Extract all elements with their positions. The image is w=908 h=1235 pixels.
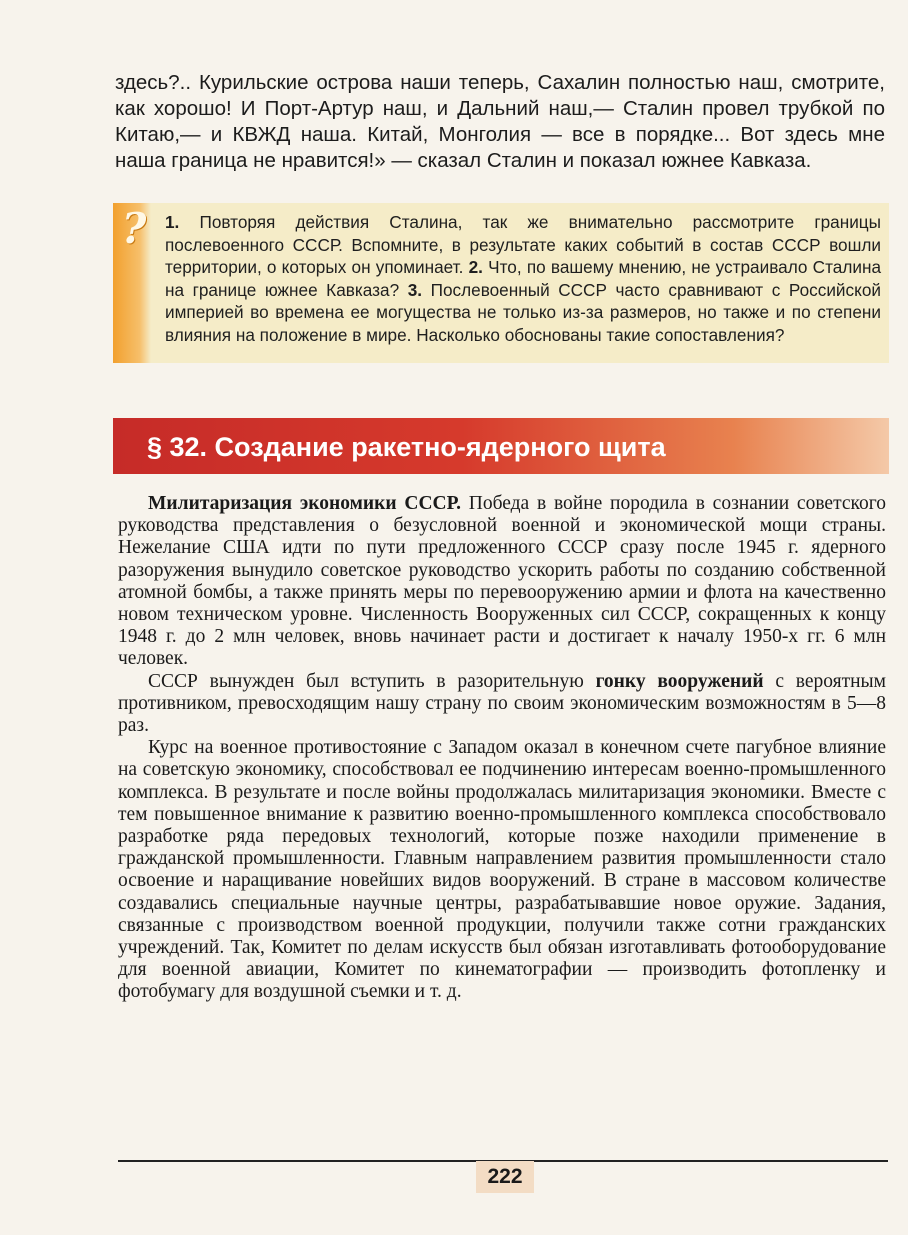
- paragraph-1-text: Победа в войне породила в сознании советского руководства представления о безусловной военной и экономической мощи страны. Нежелание США идти по пути предложенного СССР сразу после 1945 г. ядерного разоружения вынудило советское руководство ускорить работы по созданию собственной атомной бомбы, а также принять меры по перевооружению армии и флота на качественно новом техническом уровне. Численность Вооруженных сил СССР, сокращенных к концу 1948 г. до 2 млн человек, вновь начинает расти и достигает к началу 1950-х гг. 6 млн человек.: [118, 493, 886, 670]
- paragraph-2-after: с вероятным противником, превосходящим нашу страну по своим экономическим возможностям в 5—8 раз.: [118, 670, 886, 737]
- intro-paragraph: здесь?.. Курильские острова наши теперь, Сахалин полностью наш, смотрите, как хорошо! И Порт-Артур наш, и Дальний наш,— Сталин провел трубкой по Китаю,— и КВЖД наша. Китай, Монголия — все в порядке... Вот здесь мне наша граница не нравится!» — сказал Сталин и показал южнее Кавказа.: [115, 71, 885, 172]
- questions-box: [113, 203, 889, 363]
- question-mark-icon: ?: [121, 204, 147, 253]
- question-2-text: Что, по вашему мнению, не устраивало Сталина на границе южнее Кавказа?: [165, 257, 881, 300]
- section-title: § 32. Создание ракетно-ядерного щита: [147, 432, 666, 462]
- paragraph-2-before: СССР вынужден был вступить в разорительную: [148, 670, 584, 692]
- section-body: [118, 493, 886, 1004]
- page-number: 222: [476, 1161, 534, 1193]
- paragraph-1-heading: Милитаризация экономики СССР.: [148, 493, 461, 514]
- question-3-text: Послевоенный СССР часто сравнивают с Российской империей во времена ее могущества не только из-за размеров, но также и по степени влияния на положение в мире. Насколько обоснованы такие сопоставления?: [165, 279, 881, 345]
- question-3-number: 3.: [407, 279, 423, 300]
- paragraph-3: Курс на военное противостояние с Западом оказал в конечном счете пагубное влияние на советскую экономику, способствовал ее подчинению интересам военно-промышленного комплекса. В результате и после войны продолжалась милитаризация экономики. Вместе с тем повышенное внимание к развитию военно-промышленного комплекса способствовало разработке ряда передовых технологий, которые позже находили применение в гражданской промышленности. Главным направлением развития промышленности стало освоение и наращивание новейших видов вооружений. В стране в массовом количестве создавались специальные научные центры, разрабатывавшие новое оружие. Задания, связанные с производством военной продукции, получили также сотни гражданских учреждений. Так, Комитет по делам искусств был обязан изготавливать фотооборудование для военной авиации, Комитет по кинематографии — производить фотопленку и фотобумагу для воздушной съемки и т. д.: [118, 737, 886, 1003]
- questions-text: [165, 211, 881, 347]
- question-1-number: 1.: [165, 212, 180, 232]
- paragraph-2-term: гонку вооружений: [595, 670, 764, 692]
- paragraph-1: [118, 493, 886, 671]
- paragraph-2: [118, 671, 886, 738]
- section-banner: [113, 418, 889, 474]
- question-1-text: Повторяя действия Сталина, так же внимательно рассмотрите границы послевоенного СССР. Вспомните, в результате каких событий в состав СССР вошли территории, о которых он упоминает.: [165, 212, 881, 278]
- question-2-number: 2.: [468, 257, 483, 278]
